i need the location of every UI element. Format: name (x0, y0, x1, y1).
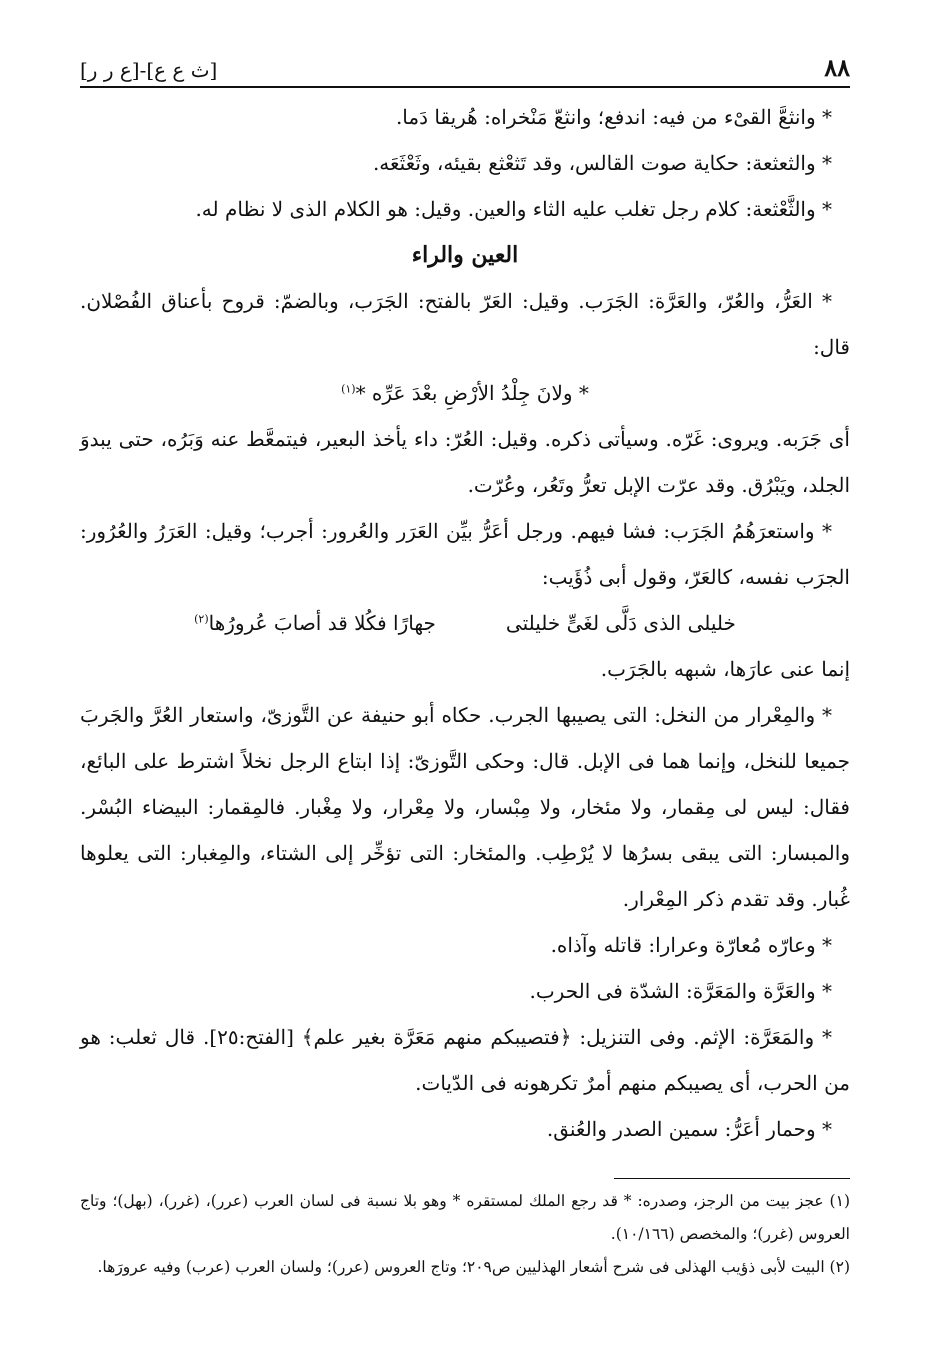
footnote-ref: (٢) (194, 612, 209, 626)
main-text (80, 94, 850, 1152)
footnote-ref: (١) (341, 382, 356, 396)
hemistich-second: جهارًا فكُلا قد أصابَ عُرورُها$^{(٢)}$ (194, 611, 436, 635)
entry-paragraph: إنما عنى عارَها، شبهه بالجَرَب. (600, 657, 850, 681)
entry-paragraph: * والمِعْرار من النخل: التى يصيبها الجرب. حكاه أبو حنيفة عن التَّوزىّ، واستعار العُرَّ والجَربَ جميعا للنخل، وإنما هما فى الإبل. قال: وحكى التَّوزىّ: إذا ابتاع الرجل نخلاً اشترط على البائع، فقال: ليس لى مِقمار، ولا مئخار، ولا مِبْسار، ولا مِعْرار، ولا مِغْبار. فالمِقمار: البيضاء البُسْر. والمبسار: التى يبقى بسرُها لا يُرْطِب. والمئخار: التى تؤخِّر إلى الشتاء، والمِغبار: التى يعلوها غُبار. وقد تقدم ذكر المِعْرار. (80, 703, 850, 911)
footnote: (٢) البيت لأبى ذؤيب الهذلى فى شرح أشعار الهذليين ص٢٠٩؛ وتاج العروس (عرر)؛ ولسان العرب (عرب) وفيه عرورَها. (97, 1258, 850, 1276)
entry-paragraph: * وحمار أعَرُّ: سمين الصدر والعُنق. (546, 1117, 832, 1141)
entry-paragraph: * وعارّه مُعارّة وعرارا: قاتله وآذاه. (550, 933, 832, 957)
section-heading: العين والراء (411, 242, 519, 268)
book-page (80, 48, 850, 1284)
footnote-rule (614, 1178, 850, 1179)
entry-paragraph: * واستعرَهُمُ الجَرَب: فشا فيهم. ورجل أعَرُّ بيِّن العَرَر والعُرور: أجرب؛ وقيل: العَرَرُ والعُرُور: الجرَب نفسه، كالعَرّ، وقول أبى ذُؤَيب: (80, 519, 850, 589)
entry-paragraph: * والمَعَرَّة: الإثم. وفى التنزيل: ﴿فتصيبكم منهم مَعَرَّة بغير علم﴾ [الفتح:٢٥]. قال ثعلب: هو من الحرب، أى يصيبكم منهم أمرٌ تكرهونه فى الدّيات. (80, 1025, 850, 1095)
hemistich-first: خليلى الذى دَلَّى لغَىٍّ خليلتى (505, 611, 736, 635)
page-number: ٨٨ (824, 53, 850, 82)
entry-paragraph: * والعَرَّة والمَعَرَّة: الشدّة فى الحرب. (529, 979, 832, 1003)
verse-line (80, 370, 850, 416)
verse-text: * ولانَ جِلْدُ الأرْضِ بعْدَ عَرِّه * (355, 381, 589, 405)
footnote: (١) عجز بيت من الرجز، وصدره: * قد رجع الملك لمستقره * وهو بلا نسبة فى لسان العرب (عرر)، (غرر)، (بهل)؛ وتاج العروس (غرر)؛ والمخصص (١٠/١٦٦). (80, 1192, 850, 1243)
header-rule (80, 86, 850, 88)
entry-paragraph: * وانثعَّ القىْء من فيه: اندفع؛ وانثعّ مَنْخراه: هُريقا دَما. (395, 105, 832, 129)
root-keywords: [ث ع ع]-[ع ر ر] (80, 58, 218, 82)
entry-paragraph: أى جَرَبه. ويروى: غَرّه. وسيأتى ذكره. وقيل: العُرّ: داء يأخذ البعير، فيتمعَّط عنه وَبَرُه، حتى يبدوَ الجلد، ويَبْرُق. وقد عرّت الإبل تعرُّ وتَعُر، وعُرّت. (80, 427, 850, 497)
poetry-couplet (80, 600, 850, 646)
entry-paragraph: * العَرُّ، والعُرّ، والعَرَّة: الجَرَب. وقيل: العَرّ بالفتح: الجَرَب، وبالضمّ: قروح بأعناق الفُصْلان. قال: (80, 289, 850, 359)
page-header (80, 48, 850, 82)
entry-paragraph: * والثَّعْثعة: كلام رجل تغلب عليه الثاء والعين. وقيل: هو الكلام الذى لا نظام له. (195, 197, 832, 221)
footnotes (80, 1185, 850, 1284)
entry-paragraph: * والثعثعة: حكاية صوت القالس، وقد تَثعْثع بقيئه، وثَعْثَعَه. (372, 151, 832, 175)
